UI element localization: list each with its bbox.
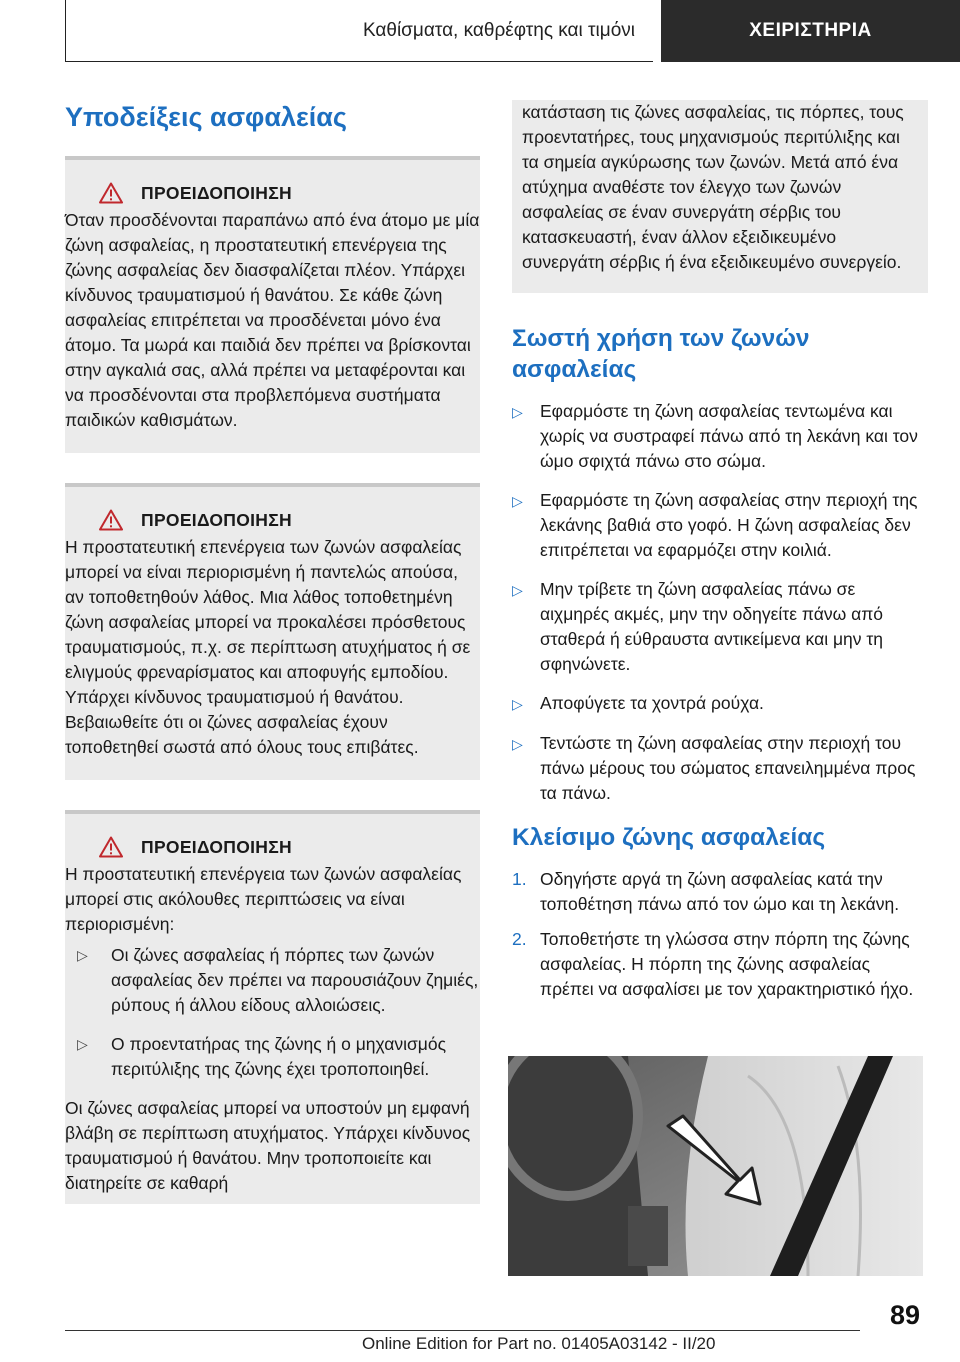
list-item: ▷ Εφαρμόστε τη ζώνη ασφαλείας στην περιοχή της λεκάνης βαθιά στο γοφό. Η ζώνη ασφαλείας δεν επιτρέπεται να εφαρμόζει στην κοιλιά. xyxy=(512,488,928,563)
footer-divider xyxy=(65,1330,860,1331)
close-belt-heading: Κλείσιμο ζώνης ασφαλείας xyxy=(512,824,826,851)
warning-list xyxy=(65,943,480,1082)
chapter-title: Καθίσματα, καθρέφτης και τιμόνι xyxy=(65,0,653,62)
triangle-bullet-icon: ▷ xyxy=(77,1036,88,1052)
list-item: ▷ Αποφύγετε τα χοντρά ρούχα. xyxy=(512,691,928,717)
right-column xyxy=(512,100,928,1012)
warning-text: Η προστατευτική επενέργεια των ζωνών ασφαλείας μπορεί στις ακόλουθες περιπτώσεις να είναι περιορισμένη: xyxy=(65,864,462,934)
warning-label: ΠΡΟΕΙΔΟΠΟΙΗΣΗ xyxy=(141,182,292,203)
list-item: ▷ Τεντώστε τη ζώνη ασφαλείας στην περιοχή του πάνω μέρους του σώματος επανειλημμένα προς τα πάνω. xyxy=(512,731,928,806)
warning-header xyxy=(99,182,480,204)
list-item: ▷ Εφαρμόστε τη ζώνη ασφαλείας τεντωμένα και χωρίς να συστραφεί πάνω από τη λεκάνη και τον ώμο σφιχτά πάνω στο σώμα. xyxy=(512,399,928,474)
warning-box-2 xyxy=(65,483,480,780)
warning-label: ΠΡΟΕΙΔΟΠΟΙΗΣΗ xyxy=(141,509,292,530)
list-item: ▷ Μην τρίβετε τη ζώνη ασφαλείας πάνω σε αιχμηρές ακμές, μην την οδηγείτε πάνω από σταθερά ή εύθραυστα αντικείμενα και μην τη σφηνώνετε. xyxy=(512,577,928,677)
warning-text: Όταν προσδένονται παραπάνω από ένα άτομο με μία ζώνη ασφαλείας, η προστατευτική επενέργεια της ζώνης ασφαλείας δεν διασφαλίζεται πλέον. Υπάρχει κίνδυνος τραυματισμού ή θανάτου. Σε κάθε ζώνη ασφαλείας επιτρέπεται να προσδένεται μόνο ένα άτομο. Τα μωρά και παιδιά δεν πρέπει να βρίσκονται στην αγκαλιά σας, αλλά πρέπει να μεταφέρονται και να προσδένονται στα προβλεπόμενα συστήματα παιδικών καθισμάτων. xyxy=(65,210,480,430)
triangle-bullet-icon: ▷ xyxy=(512,404,523,420)
edition-text: Online Edition for Part no. 01405A03142 - II/20 xyxy=(362,1334,716,1353)
seatbelt-photo xyxy=(508,1056,923,1276)
warning-header xyxy=(99,509,480,531)
triangle-bullet-icon: ▷ xyxy=(512,493,523,509)
correct-use-heading: Σωστή χρήση των ζωνών ασφαλείας xyxy=(512,325,810,383)
triangle-bullet-icon: ▷ xyxy=(512,696,523,712)
safety-notes-title: Υποδείξεις ασφαλείας xyxy=(65,102,347,132)
warning-continuation xyxy=(512,100,928,293)
seatbelt-illustration xyxy=(508,1056,923,1276)
section-tab: ΧΕΙΡΙΣΤΗΡΙΑ xyxy=(661,0,960,62)
step-item: 2. Τοποθετήστε τη γλώσσα στην πόρπη της ζώνης ασφαλείας. Η πόρπη της ζώνης ασφαλείας πρέπει να ασφαλίσει με τον χαρακτηριστικό ήχο. xyxy=(512,929,914,999)
correct-use-list xyxy=(512,399,928,806)
continuation-text: κατάσταση τις ζώνες ασφαλείας, τις πόρπες, τους προεντατήρες, τους μηχανισμούς περιτύλιξης και τα σημεία αγκύρωσης των ζωνών. Μετά από ένα ατύχημα αναθέστε τον έλεγχο των ζωνών ασφαλείας σε έναν συνεργάτη σέρβις του κατασκευαστή, έναν άλλον εξειδικευμένο συνεργάτη σέρβις ή ένα εξειδικευμένο συνεργείο. xyxy=(522,102,904,272)
list-item: ▷ Ο προεντατήρας της ζώνης ή ο μηχανισμός περιτύλιξης της ζώνης έχει τροποποιηθεί. xyxy=(65,1032,480,1082)
warning-text: Οι ζώνες ασφαλείας μπορεί να υποστούν μη εμφανή βλάβη σε περίπτωση ατυχήματος. Υπάρχει κίνδυνος τραυματισμού ή θανάτου. Μην τροποποιείτε και διατηρείτε σε καθαρή xyxy=(65,1098,471,1193)
triangle-bullet-icon: ▷ xyxy=(512,582,523,598)
warning-label: ΠΡΟΕΙΔΟΠΟΙΗΣΗ xyxy=(141,836,292,857)
warning-box-3 xyxy=(65,810,480,1204)
triangle-bullet-icon: ▷ xyxy=(77,947,88,963)
warning-triangle-icon xyxy=(99,509,123,531)
close-belt-steps xyxy=(512,867,928,1002)
page-number: 89 xyxy=(889,1300,920,1330)
warning-triangle-icon xyxy=(99,836,123,858)
page-header xyxy=(65,0,960,62)
left-column xyxy=(65,100,480,1204)
warning-box-1 xyxy=(65,156,480,453)
triangle-bullet-icon: ▷ xyxy=(512,736,523,752)
step-item: 1. Οδηγήστε αργά τη ζώνη ασφαλείας κατά την τοποθέτηση πάνω από τον ώμο και τη λεκάνη. xyxy=(512,869,900,914)
warning-header xyxy=(99,836,480,858)
list-item: ▷ Οι ζώνες ασφαλείας ή πόρπες των ζωνών ασφαλείας δεν πρέπει να παρουσιάζουν ζημιές, ρύπους ή άλλου είδους αλλοιώσεις. xyxy=(65,943,480,1018)
warning-triangle-icon xyxy=(99,182,123,204)
warning-text: Η προστατευτική επενέργεια των ζωνών ασφαλείας μπορεί να είναι περιορισμένη ή παντελώς απούσα, αν τοποθετηθούν λάθος. Μια λάθος τοποθετημένη ζώνη ασφαλείας μπορεί να προκαλέσει πρόσθετους τραυματισμούς, π.χ. σε περίπτωση ατυχήματος ή σε ελιγμούς φρεναρίσματος και αποφυγής εμποδίου. Υπάρχει κίνδυνος τραυματισμού ή θανάτου. Βεβαιωθείτε ότι οι ζώνες ασφαλείας έχουν τοποθετηθεί σωστά από όλους τους επιβάτες. xyxy=(65,537,471,757)
